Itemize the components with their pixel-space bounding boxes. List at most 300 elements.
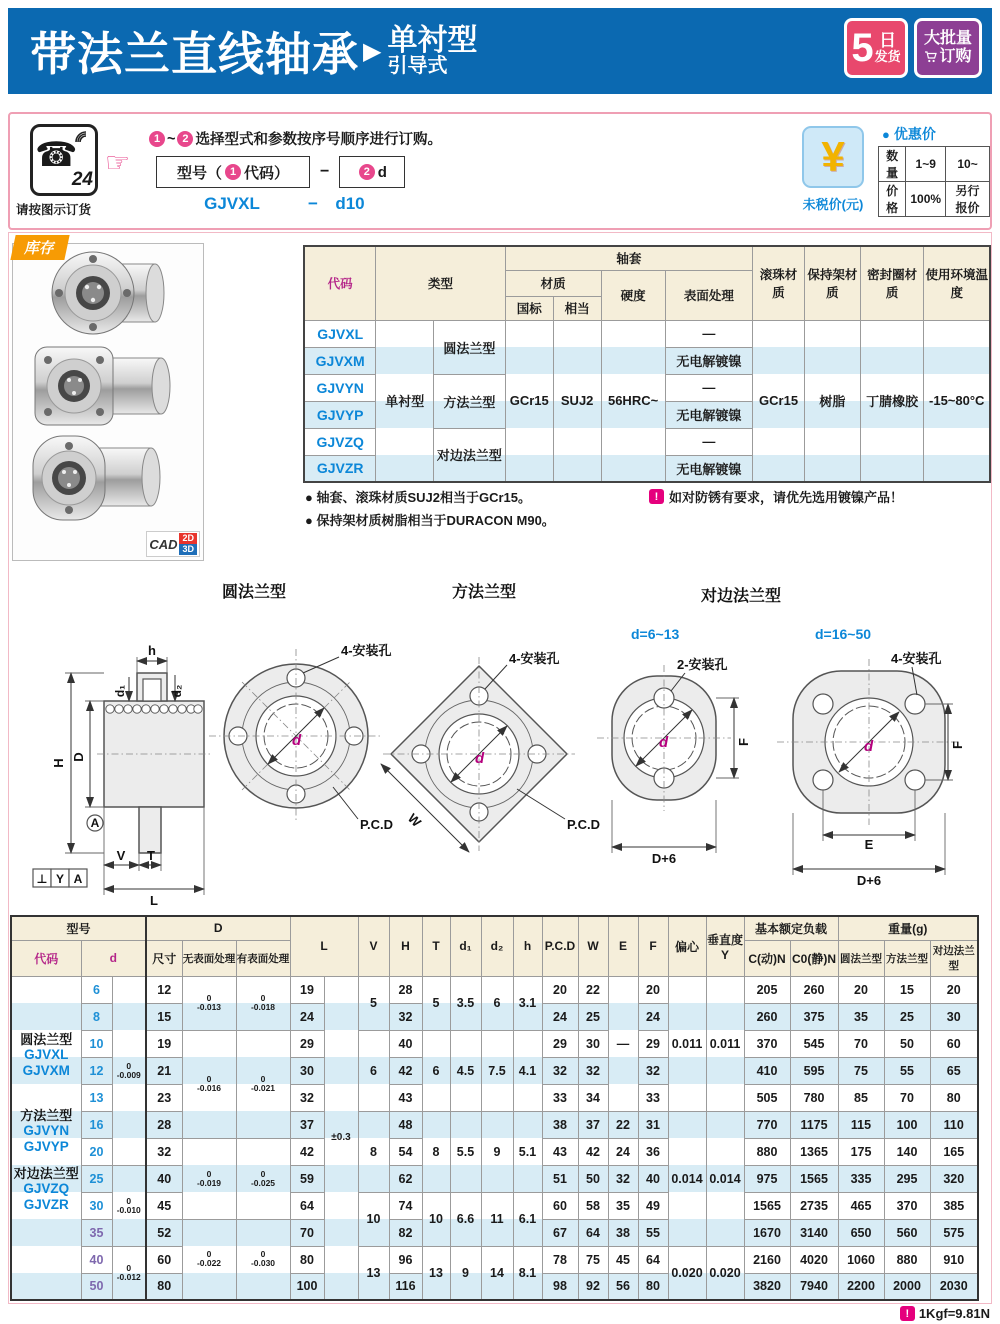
- seal-material: 丁腈橡胶: [860, 320, 924, 482]
- dim-F: F: [736, 738, 751, 746]
- d-value: 40: [81, 1246, 112, 1273]
- dash: −: [320, 163, 330, 180]
- col-pcd: P.C.D: [542, 916, 578, 976]
- arrow-icon: ▶: [363, 37, 382, 65]
- pcd-value: 60: [542, 1192, 578, 1219]
- T-value: 5: [422, 976, 450, 1030]
- weight-square-value: 100: [884, 1111, 930, 1138]
- dynamic-load-value: 410: [744, 1057, 790, 1084]
- H-value: 28: [389, 976, 422, 1003]
- F-value: 24: [638, 1003, 668, 1030]
- perpendicularity-tolerance-frame: [33, 869, 87, 887]
- col-c-static: C0(静)N: [790, 940, 838, 976]
- weight-round-value: 465: [838, 1192, 884, 1219]
- side-view-drawing: [33, 643, 211, 908]
- code-GJVXM: GJVXM: [22, 1062, 70, 1078]
- technical-drawings: [9, 557, 991, 911]
- col-surface: 表面处理: [665, 270, 753, 320]
- code-GJVZR: GJVZR: [304, 455, 376, 482]
- qty-range-2: 10~: [946, 147, 990, 182]
- untaxed-price-label: 未税价(元): [802, 197, 864, 212]
- title-opposite-flange: 对边法兰型: [700, 588, 782, 605]
- weight-opposite-value: 20: [930, 976, 978, 1003]
- code-GJVYP: GJVYP: [23, 1138, 69, 1154]
- d-range-large-label: d=16~50: [815, 626, 872, 642]
- pcd-value: 20: [542, 976, 578, 1003]
- pointing-finger-icon: ☞: [105, 147, 131, 178]
- V-value: 6: [358, 1030, 389, 1111]
- D-tol-no-surface: 0 -0.016: [182, 1030, 236, 1138]
- weight-square-value: 2000: [884, 1273, 930, 1300]
- W-value: 75: [578, 1246, 608, 1273]
- D-tol-no-surface: 0 -0.022: [182, 1219, 236, 1300]
- dim-d: d: [292, 732, 302, 749]
- weight-round-value: 175: [838, 1138, 884, 1165]
- D-size: 40: [146, 1165, 182, 1192]
- col-L: L: [290, 916, 358, 976]
- product-photo-square-flange: [35, 347, 170, 425]
- d-param-box: 2 d: [339, 156, 405, 188]
- dynamic-load-value: 505: [744, 1084, 790, 1111]
- surface-treatment: —: [665, 320, 753, 347]
- step1-icon: 1: [149, 131, 165, 147]
- static-load-value: 260: [790, 976, 838, 1003]
- d1-value: 5.5: [450, 1111, 481, 1192]
- W-value: 34: [578, 1084, 608, 1111]
- F-value: 55: [638, 1219, 668, 1246]
- L-value: 42: [290, 1138, 324, 1165]
- telephone-icon: ☎: [35, 136, 78, 174]
- stock-badge: 库存: [10, 235, 69, 260]
- H-value: 116: [389, 1273, 422, 1300]
- dim-T: T: [147, 848, 155, 863]
- T-value: 13: [422, 1246, 450, 1300]
- dynamic-load-value: 1670: [744, 1219, 790, 1246]
- d-value: 13: [81, 1084, 112, 1111]
- col-h: h: [513, 916, 542, 976]
- step2-icon: 2: [359, 164, 375, 180]
- cad-2d-badge: 2D: [179, 533, 197, 544]
- col-rated-load: 基本额定负载: [744, 916, 838, 940]
- col-ball-material: 滚珠材质: [753, 246, 805, 320]
- surface-treatment: 无电解镀镍: [665, 347, 753, 374]
- D-tol-with-surface: 0 -0.025: [236, 1138, 290, 1219]
- col-with-surface: 有表面处理: [236, 940, 290, 976]
- blue-dot-icon: ●: [882, 126, 890, 142]
- weight-round-value: 335: [838, 1165, 884, 1192]
- static-load-value: 4020: [790, 1246, 838, 1273]
- code-GJVYP: GJVYP: [304, 401, 376, 428]
- eccentricity-value: 0.014: [668, 1111, 706, 1246]
- h-value: 6.1: [513, 1192, 542, 1246]
- dynamic-load-value: 370: [744, 1030, 790, 1057]
- weight-opposite-value: 110: [930, 1111, 978, 1138]
- dim-H: H: [51, 758, 66, 768]
- col-equiv: 相当: [553, 296, 601, 320]
- yen-price-icon: ¥: [802, 126, 864, 188]
- V-value: 10: [358, 1192, 389, 1246]
- col-T: T: [422, 916, 450, 976]
- D-size: 12: [146, 976, 182, 1003]
- product-photo-round-flange: [52, 252, 164, 334]
- col-W: W: [578, 916, 608, 976]
- E-value: —: [608, 976, 638, 1111]
- weight-round-value: 1060: [838, 1246, 884, 1273]
- d1-value: 6.6: [450, 1192, 481, 1246]
- pcd-value: 29: [542, 1030, 578, 1057]
- d-value: 8: [81, 1003, 112, 1030]
- table-row: [11, 1030, 978, 1057]
- static-load-value: 7940: [790, 1273, 838, 1300]
- step1-icon: 1: [225, 164, 241, 180]
- weight-round-value: 35: [838, 1003, 884, 1030]
- pcd-value: 67: [542, 1219, 578, 1246]
- col-cage-material: 保持架材质: [805, 246, 861, 320]
- svg-text:⊥: ⊥: [36, 872, 48, 886]
- col-gb: 国标: [505, 296, 553, 320]
- dim-d: d: [659, 734, 669, 751]
- title-round-flange: 圆法兰型: [221, 584, 287, 601]
- price-2: 另行报价: [946, 182, 990, 217]
- perpendicularity-value: 0.011: [706, 976, 744, 1111]
- W-value: 32: [578, 1057, 608, 1084]
- main-content: [8, 232, 992, 1304]
- dim-h: h: [148, 643, 156, 658]
- hardness: 56HRC~: [601, 320, 665, 482]
- V-value: 13: [358, 1246, 389, 1300]
- L-value: 80: [290, 1246, 324, 1273]
- W-value: 42: [578, 1138, 608, 1165]
- d2-value: 11: [481, 1192, 513, 1246]
- page-subtitle-2: 引导式: [387, 55, 448, 78]
- code-GJVYN: GJVYN: [23, 1123, 70, 1139]
- price-label: 价格: [879, 182, 906, 217]
- opposite-flange-large-drawing: [777, 651, 965, 888]
- code-GJVXL: GJVXL: [304, 320, 376, 347]
- D-tol-with-surface: 0 -0.021: [236, 1030, 290, 1138]
- label-4-mounting-holes: 4-安装孔: [341, 643, 392, 658]
- D-tol-with-surface: 0 -0.018: [236, 976, 290, 1030]
- D-size: 80: [146, 1273, 182, 1300]
- col-seal-material: 密封圈材质: [860, 246, 924, 320]
- table-row: [11, 1111, 978, 1138]
- col-code: 代码: [304, 246, 376, 320]
- code-group: 方法兰型 GJVYN GJVYP: [12, 1109, 81, 1155]
- info-icon: !: [900, 1306, 915, 1321]
- W-value: 64: [578, 1219, 608, 1246]
- d-tolerance: 0 -0.012: [112, 1246, 146, 1300]
- E-value: 38: [608, 1219, 638, 1246]
- code-GJVZR: GJVZR: [23, 1196, 69, 1212]
- pcd-value: 98: [542, 1273, 578, 1300]
- code-group: 对边法兰型 GJVZQ GJVZR: [13, 1165, 79, 1212]
- code-GJVXM: GJVXM: [304, 347, 376, 374]
- dim-D6: D+6: [856, 873, 882, 888]
- L-value: 24: [290, 1003, 324, 1030]
- model-code-groups: [11, 976, 81, 1300]
- instruction-text: 选择型式和参数按序号顺序进行订购。: [195, 132, 442, 148]
- static-load-value: 595: [790, 1057, 838, 1084]
- weight-opposite-value: 2030: [930, 1273, 978, 1300]
- code-GJVZQ: GJVZQ: [23, 1181, 70, 1197]
- V-value: 8: [358, 1111, 389, 1192]
- E-value: 32: [608, 1165, 638, 1192]
- weight-round-value: 650: [838, 1219, 884, 1246]
- d-value: 12: [81, 1057, 112, 1084]
- cad-3d-badge: 3D: [179, 544, 197, 555]
- W-value: 22: [578, 976, 608, 1003]
- col-code: 代码: [11, 940, 81, 976]
- H-value: 43: [389, 1084, 422, 1111]
- static-load-value: 1365: [790, 1138, 838, 1165]
- F-value: 31: [638, 1111, 668, 1138]
- label-pcd: P.C.D: [360, 817, 393, 832]
- weight-square-value: 55: [884, 1057, 930, 1084]
- D-size: 19: [146, 1030, 182, 1057]
- col-temp: 使用环境温度: [924, 246, 990, 320]
- cage-material: 树脂: [805, 320, 861, 482]
- step2-icon: 2: [177, 131, 193, 147]
- col-d2: d₂: [481, 916, 513, 976]
- warning-icon: !: [649, 489, 664, 504]
- h-value: 4.1: [513, 1030, 542, 1111]
- F-value: 33: [638, 1084, 668, 1111]
- weight-opposite-value: 165: [930, 1138, 978, 1165]
- equiv-material: SUJ2: [553, 320, 601, 482]
- col-hardness: 硬度: [601, 270, 665, 320]
- E-value: 56: [608, 1273, 638, 1300]
- unit-conversion-note: ! 1Kgf=9.81N: [900, 1306, 990, 1321]
- dynamic-load-value: 880: [744, 1138, 790, 1165]
- D-tol-with-surface: 0 -0.030: [236, 1219, 290, 1300]
- col-weight-opposite: 对边法兰型: [930, 940, 978, 976]
- weight-square-value: 70: [884, 1084, 930, 1111]
- d-tolerance: 0 -0.009: [112, 976, 146, 1165]
- model-number-builder: [156, 156, 405, 188]
- T-value: 8: [422, 1111, 450, 1192]
- weight-round-value: 115: [838, 1111, 884, 1138]
- H-value: 96: [389, 1246, 422, 1273]
- E-value: 35: [608, 1192, 638, 1219]
- d-value: 35: [81, 1219, 112, 1246]
- phone-order-icon: [30, 124, 98, 196]
- note-1: ● 轴套、滚珠材质SUJ2相当于GCr15。: [305, 490, 532, 505]
- H-value: 42: [389, 1057, 422, 1084]
- page-subtitle: 单衬型: [387, 23, 478, 57]
- dynamic-load-value: 2160: [744, 1246, 790, 1273]
- model-code-box: 型号（ 1 代码）: [156, 156, 310, 188]
- code-GJVXL: GJVXL: [24, 1047, 69, 1063]
- D-size: 52: [146, 1219, 182, 1246]
- pcd-value: 38: [542, 1111, 578, 1138]
- pcd-value: 78: [542, 1246, 578, 1273]
- L-value: 29: [290, 1030, 324, 1057]
- weight-opposite-value: 910: [930, 1246, 978, 1273]
- temp-range: -15~80°C: [924, 320, 990, 482]
- d-value: 50: [81, 1273, 112, 1300]
- qty-range-1: 1~9: [906, 147, 946, 182]
- col-model: 型号: [11, 916, 146, 940]
- price-1: 100%: [906, 182, 946, 217]
- d1-value: 3.5: [450, 976, 481, 1030]
- weight-opposite-value: 60: [930, 1030, 978, 1057]
- W-value: 58: [578, 1192, 608, 1219]
- static-load-value: 3140: [790, 1219, 838, 1246]
- L-tolerance: ±0.3: [324, 976, 358, 1300]
- rust-warning: ! 如对防锈有要求，请优先选用镀镍产品！: [649, 487, 903, 506]
- E-value: 45: [608, 1246, 638, 1273]
- V-value: 5: [358, 976, 389, 1030]
- H-value: 48: [389, 1111, 422, 1138]
- D-tol-no-surface: 0 -0.019: [182, 1138, 236, 1219]
- weight-opposite-value: 385: [930, 1192, 978, 1219]
- D-size: 45: [146, 1192, 182, 1219]
- ball-material: GCr15: [753, 320, 805, 482]
- cart-icon: [924, 51, 937, 63]
- T-value: 10: [422, 1192, 450, 1246]
- H-value: 54: [389, 1138, 422, 1165]
- dynamic-load-value: 1565: [744, 1192, 790, 1219]
- static-load-value: 1175: [790, 1111, 838, 1138]
- pcd-value: 43: [542, 1138, 578, 1165]
- qty-label: 数量: [879, 147, 906, 182]
- datum-A: A: [90, 816, 100, 830]
- type-main: 单衬型: [376, 320, 434, 482]
- T-value: 6: [422, 1030, 450, 1111]
- H-value: 40: [389, 1030, 422, 1057]
- surface-treatment: —: [665, 374, 753, 401]
- col-c-dynamic: C(动)N: [744, 940, 790, 976]
- example-d: d10: [335, 194, 365, 213]
- type-opposite: 对边法兰型: [434, 428, 506, 482]
- h-value: 8.1: [513, 1246, 542, 1300]
- weight-square-value: 370: [884, 1192, 930, 1219]
- col-E: E: [608, 916, 638, 976]
- weight-square-value: 880: [884, 1246, 930, 1273]
- dynamic-load-value: 260: [744, 1003, 790, 1030]
- F-value: 29: [638, 1030, 668, 1057]
- pcd-value: 24: [542, 1003, 578, 1030]
- weight-round-value: 70: [838, 1030, 884, 1057]
- round-flange-drawing: [209, 643, 393, 832]
- perpendicularity-value: 0.020: [706, 1246, 744, 1300]
- example-code: GJVXL: [204, 194, 260, 213]
- label-4-mounting-holes: 4-安装孔: [509, 651, 560, 666]
- weight-opposite-value: 80: [930, 1084, 978, 1111]
- dim-D6: D+6: [651, 851, 677, 866]
- weight-opposite-value: 575: [930, 1219, 978, 1246]
- d2-value: 14: [481, 1246, 513, 1300]
- surface-treatment: 无电解镀镍: [665, 401, 753, 428]
- page-banner: [8, 8, 992, 94]
- col-size: 尺寸: [146, 940, 182, 976]
- page-title: 带法兰直线轴承: [30, 28, 359, 80]
- spec-notes: [305, 487, 991, 533]
- col-V: V: [358, 916, 389, 976]
- label-pcd: P.C.D: [567, 817, 600, 832]
- square-flange-drawing: [381, 651, 600, 852]
- col-type: 类型: [376, 246, 505, 320]
- col-H: H: [389, 916, 422, 976]
- product-photo-panel: [12, 243, 204, 561]
- D-tol-no-surface: 0 -0.013: [182, 976, 236, 1030]
- d1-value: 9: [450, 1246, 481, 1300]
- d2-value: 6: [481, 976, 513, 1030]
- H-value: 74: [389, 1192, 422, 1219]
- d-value: 10: [81, 1030, 112, 1057]
- col-d: d: [81, 940, 146, 976]
- gb-material: GCr15: [505, 320, 553, 482]
- weight-round-value: 20: [838, 976, 884, 1003]
- cad-badge: CAD 2D 3D: [146, 531, 200, 557]
- d-value: 20: [81, 1138, 112, 1165]
- H-value: 32: [389, 1003, 422, 1030]
- D-size: 15: [146, 1003, 182, 1030]
- dynamic-load-value: 770: [744, 1111, 790, 1138]
- F-value: 40: [638, 1165, 668, 1192]
- spec-row: [304, 320, 990, 347]
- static-load-value: 375: [790, 1003, 838, 1030]
- col-no-surface: 无表面处理: [182, 940, 236, 976]
- L-value: 64: [290, 1192, 324, 1219]
- weight-round-value: 85: [838, 1084, 884, 1111]
- weight-opposite-value: 320: [930, 1165, 978, 1192]
- W-value: 50: [578, 1165, 608, 1192]
- h-value: 5.1: [513, 1111, 542, 1192]
- weight-square-value: 560: [884, 1219, 930, 1246]
- dim-F: F: [950, 741, 965, 749]
- table-row: [11, 1246, 978, 1273]
- F-value: 80: [638, 1273, 668, 1300]
- weight-square-value: 15: [884, 976, 930, 1003]
- svg-text:Y: Y: [55, 872, 65, 886]
- dimension-table: [10, 915, 979, 1301]
- phone-caption: 请按图示订货: [16, 203, 92, 217]
- dynamic-load-value: 3820: [744, 1273, 790, 1300]
- perpendicularity-value: 0.014: [706, 1111, 744, 1246]
- E-value: 24: [608, 1138, 638, 1165]
- dim-d: d: [475, 750, 485, 767]
- weight-opposite-value: 30: [930, 1003, 978, 1030]
- label-4-mounting-holes: 4-安装孔: [891, 651, 942, 666]
- F-value: 32: [638, 1057, 668, 1084]
- dim-d1: d₁: [113, 684, 127, 698]
- L-value: 59: [290, 1165, 324, 1192]
- F-value: 36: [638, 1138, 668, 1165]
- pcd-value: 51: [542, 1165, 578, 1192]
- dim-d2: d₂: [170, 684, 184, 698]
- discount-price-title: ● 优惠价: [882, 126, 936, 142]
- F-value: 64: [638, 1246, 668, 1273]
- label-2-mounting-holes: 2-安装孔: [677, 657, 728, 672]
- L-value: 30: [290, 1057, 324, 1084]
- pcd-value: 33: [542, 1084, 578, 1111]
- d-value: 25: [81, 1165, 112, 1192]
- W-value: 25: [578, 1003, 608, 1030]
- surface-treatment: 无电解镀镍: [665, 455, 753, 482]
- example-model-number: GJVXL − d10: [156, 194, 382, 214]
- opposite-flange-small-drawing: [597, 657, 751, 866]
- col-eccentricity: 偏心: [668, 916, 706, 976]
- code-GJVZQ: GJVZQ: [304, 428, 376, 455]
- weight-square-value: 50: [884, 1030, 930, 1057]
- svg-text:A: A: [73, 872, 83, 886]
- F-value: 20: [638, 976, 668, 1003]
- d-tolerance: 0 -0.010: [112, 1165, 146, 1246]
- d2-value: 7.5: [481, 1030, 513, 1111]
- weight-opposite-value: 65: [930, 1057, 978, 1084]
- col-weight-square: 方法兰型: [884, 940, 930, 976]
